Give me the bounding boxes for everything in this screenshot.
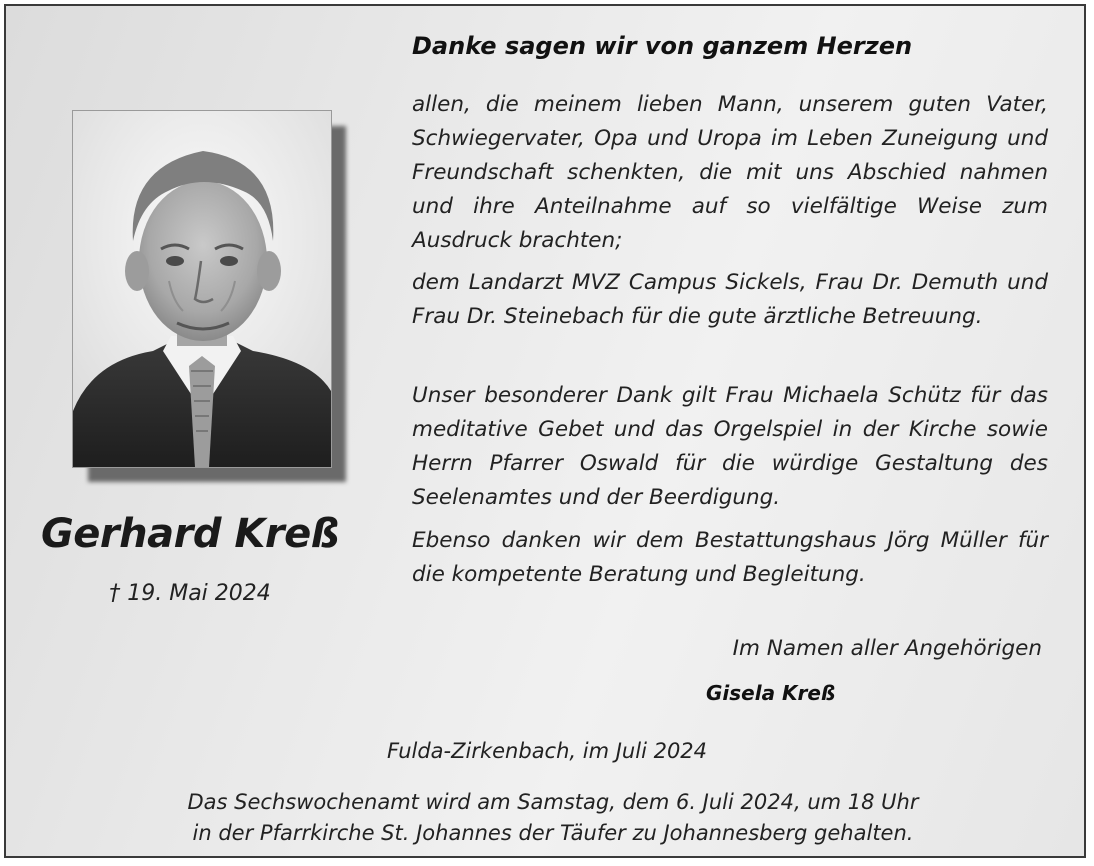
thanks-paragraph-4: Ebenso danken wir dem Bestattungshaus Jörg Müller für die kompetente Beratung und Begleitung. [412, 528, 1048, 587]
signature-name: Gisela Kreß [706, 681, 836, 705]
mass-announcement-line-2: in der Pfarrkirche St. Johannes der Täufer zu Johannesberg gehalten. [192, 821, 914, 845]
thanks-paragraph-1: allen, die meinem lieben Mann, unserem guten Vater, Schwiegervater, Opa und Uropa im Leben Zuneigung und Freundschaft schenkten, die mit uns Abschied nahmen und ihre Anteilnahme auf so vielfältige Weise zum Ausdruck brachten; [412, 92, 1048, 253]
deceased-name: Gerhard Kreß [40, 511, 340, 557]
place-date: Fulda-Zirkenbach, im Juli 2024 [386, 739, 708, 763]
portrait-photo [72, 110, 332, 468]
signature-line: Im Namen aller Angehörigen [732, 636, 1042, 661]
mass-announcement-line-1: Das Sechswochenamt wird am Samstag, dem 6. Juli 2024, um 18 Uhr [187, 790, 919, 814]
portrait-illustration [73, 111, 331, 467]
obituary-card [4, 4, 1086, 858]
death-date: † 19. Mai 2024 [109, 581, 271, 606]
thanks-headline: Danke sagen wir von ganzem Herzen [412, 32, 913, 60]
thanks-paragraph-3: Unser besonderer Dank gilt Frau Michaela Schütz für das meditative Gebet und das Orgelspiel in der Kirche sowie Herrn Pfarrer Oswald für die würdige Gestaltung des Seelenamtes und der Beerdigung. [412, 383, 1048, 510]
thanks-paragraph-2: dem Landarzt MVZ Campus Sickels, Frau Dr. Demuth und Frau Dr. Steinebach für die gute ärztliche Betreuung. [412, 270, 1048, 329]
